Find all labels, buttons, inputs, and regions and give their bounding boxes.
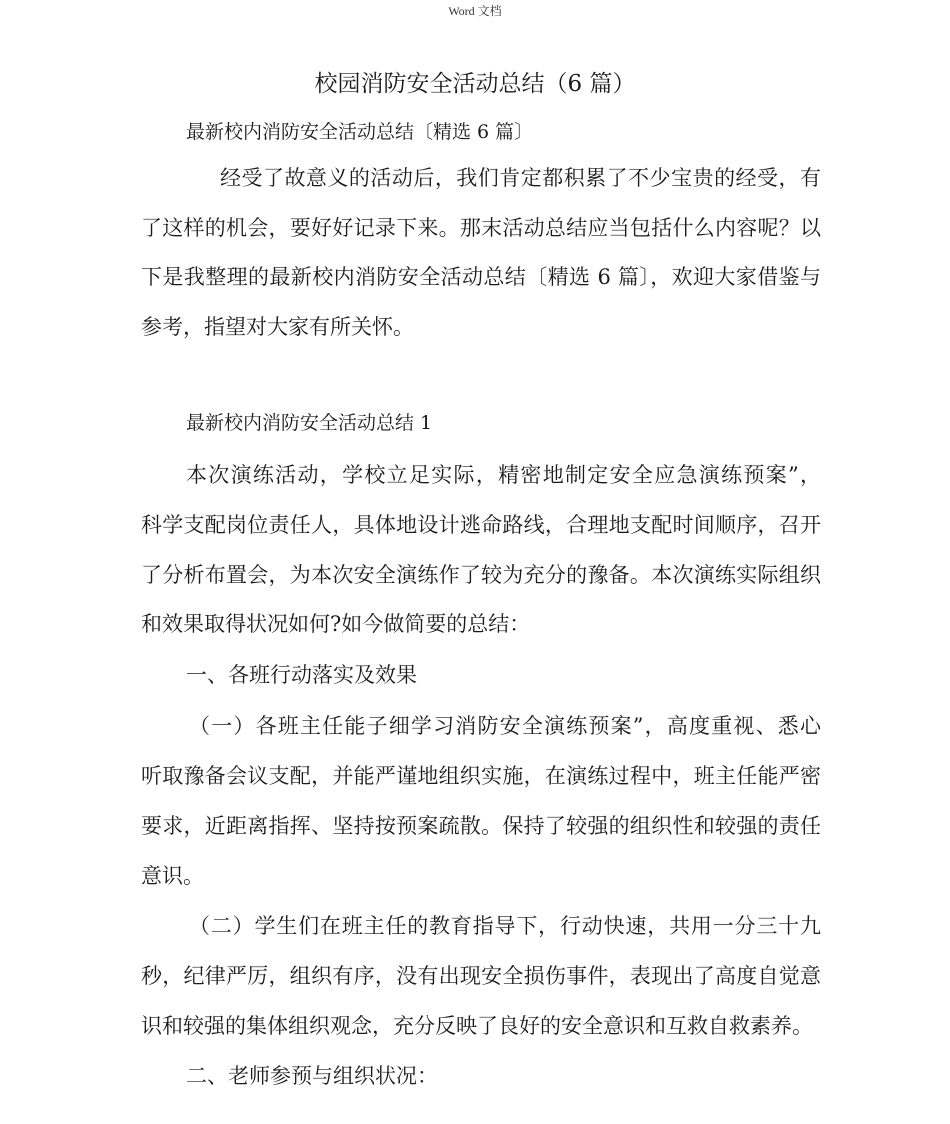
intro-line-3: 下是我整理的最新校内消防安全活动总结〔精选 6 篇〕，欢迎大家借鉴与 bbox=[141, 265, 821, 289]
item-1-line-3: 要求，近距离指挥、坚持按预案疏散。保持了较强的组织性和较强的责任 bbox=[141, 814, 821, 838]
item-2-line-3: 识和较强的集体组织观念，充分反映了良好的安全意识和互救自救素养。 bbox=[141, 1014, 813, 1038]
item-1-line-4: 意识。 bbox=[141, 864, 204, 888]
intro-line-1: 经受了故意义的活动后，我们肯定都积累了不少宝贵的经受，有 bbox=[220, 166, 821, 190]
intro-line-2: 了这样的机会，要好好记录下来。那末活动总结应当包括什么内容呢？以 bbox=[141, 216, 821, 240]
section-1-line-1: 本次演练活动，学校立足实际，精密地制定安全应急演练预案”， bbox=[186, 463, 821, 487]
section-1-line-3: 了分析布置会，为本次安全演练作了较为充分的豫备。本次演练实际组织 bbox=[141, 563, 821, 587]
document-header: Word 文档 bbox=[448, 4, 502, 18]
item-2-line-1: （二）学生们在班主任的教育指导下，行动快速，共用一分三十九 bbox=[189, 914, 821, 938]
item-1-line-1: （一）各班主任能子细学习消防安全演练预案”，高度重视、悉心 bbox=[189, 714, 821, 738]
section-1-line-4: 和效果取得状况如何?如今做简要的总结： bbox=[141, 612, 531, 636]
section-1-line-2: 科学支配岗位责任人，具体地设计逃命路线，合理地支配时间顺序，召开 bbox=[141, 513, 821, 537]
item-1-line-2: 听取豫备会议支配，并能严谨地组织实施，在演练过程中，班主任能严密 bbox=[141, 764, 821, 788]
document-subtitle: 最新校内消防安全活动总结〔精选 6 篇〕 bbox=[186, 121, 534, 143]
heading-2: 二、老师参预与组织状况： bbox=[186, 1064, 438, 1088]
item-2-line-2: 秒，纪律严厉，组织有序，没有出现安全损伤事件，表现出了高度自觉意 bbox=[141, 964, 821, 988]
document-title: 校园消防安全活动总结（6 篇） bbox=[314, 71, 636, 97]
heading-1: 一、各班行动落实及效果 bbox=[186, 663, 417, 687]
section-1-title: 最新校内消防安全活动总结 1 bbox=[186, 412, 433, 434]
intro-line-4: 参考，指望对大家有所关怀。 bbox=[141, 315, 414, 339]
